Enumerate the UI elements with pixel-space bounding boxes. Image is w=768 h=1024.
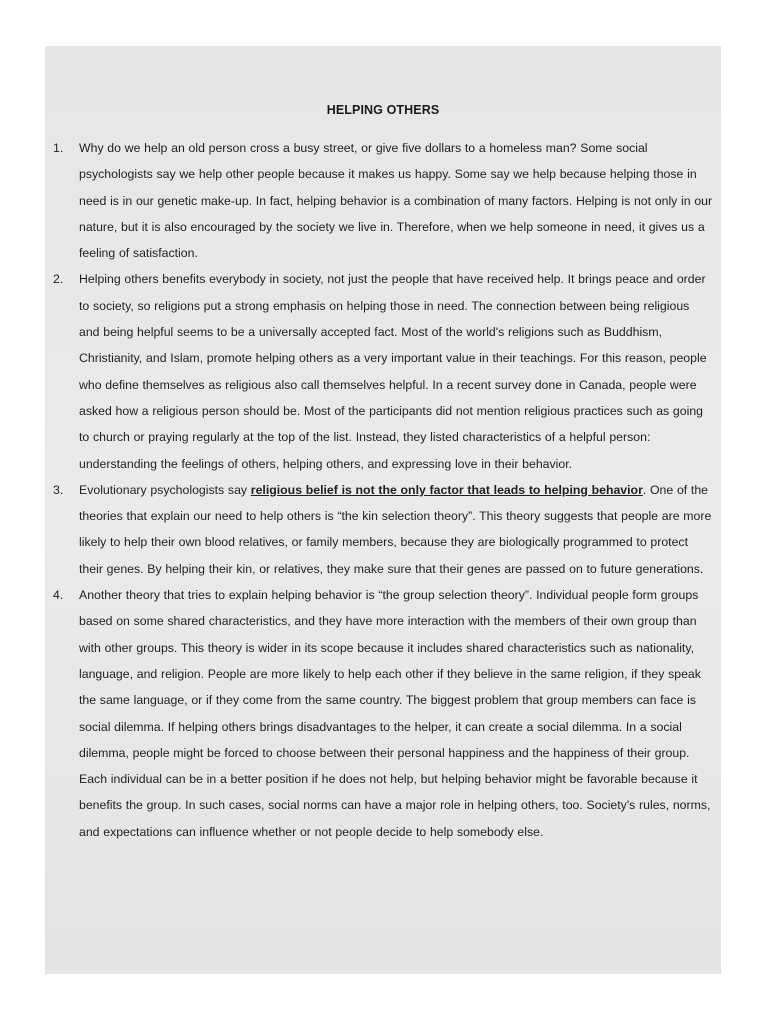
document-page xyxy=(45,46,721,974)
item-number: 3. xyxy=(53,482,64,497)
list-item xyxy=(53,266,713,476)
item-text: Helping others benefits everybody in society, not just the people that have received help. It brings peace and order to society, so religions put a strong emphasis on helping those in need. The connection between being religious and being helpful seems to be a universally accepted fact. Most of the world's religions such as Buddhism, Christianity, and Islam, promote helping others as a very important value in their teachings. For this reason, people who define themselves as religious also call themselves helpful. In a recent survey done in Canada, people were asked how a religious person should be. Most of the participants did not mention religious practices such as going to church or praying regularly at the top of the list. Instead, they listed characteristics of a helpful person: understanding the feelings of others, helping others, and expressing love in their behavior. xyxy=(79,272,707,471)
item-number: 2. xyxy=(53,272,64,287)
list-item xyxy=(53,135,713,266)
numbered-list xyxy=(53,135,713,845)
emphasized-claim: religious belief is not the only factor that leads to helping behavior xyxy=(250,482,643,497)
item-number: 1. xyxy=(53,141,64,155)
item-text-before: Evolutionary psychologists say xyxy=(79,482,251,497)
item-text: Why do we help an old person cross a busy street, or give five dollars to a homeless man? Some social psychologists say we help other people because it makes us happy. Some say we help because helping those in need is in our genetic make-up. In fact, helping behavior is a combination of many factors. Helping is not only in our nature, but it is also encouraged by the society we live in. Therefore, when we help someone in need, it gives us a feeling of satisfaction. xyxy=(79,141,713,261)
document-title: HELPING OTHERS xyxy=(326,103,440,117)
item-text xyxy=(79,477,713,582)
list-item xyxy=(53,582,713,845)
list-item xyxy=(53,477,713,582)
item-number: 4. xyxy=(53,588,64,603)
item-text: Another theory that tries to explain helping behavior is “the group selection theory”. Individual people form groups based on some shared characteristics, and they have more interaction with the members of their own group than with other groups. This theory is wider in its scope because it includes shared characteristics such as nationality, language, and religion. People are more likely to help each other if they believe in the same religion, if they speak the same language, or if they come from the same country. The biggest problem that group members can face is social dilemma. If helping others brings disadvantages to the helper, it can create a social dilemma. In a social dilemma, people might be forced to choose between their personal happiness and the happiness of their group. Each individual can be in a better position if he does not help, but helping behavior might be favorable because it benefits the group. In such cases, social norms can have a major role in helping others, too. Society's rules, norms, and expectations can influence whether or not people decide to help somebody else. xyxy=(79,588,711,839)
item-text-after: . One of the theories that explain our need to help others is “the kin selection theory”. This theory suggests that people are more likely to help their own blood relatives, or family members, because they are biologically programmed to protect their genes. By helping their kin, or relatives, they make sure that their genes are passed on to future generations. xyxy=(79,482,712,576)
